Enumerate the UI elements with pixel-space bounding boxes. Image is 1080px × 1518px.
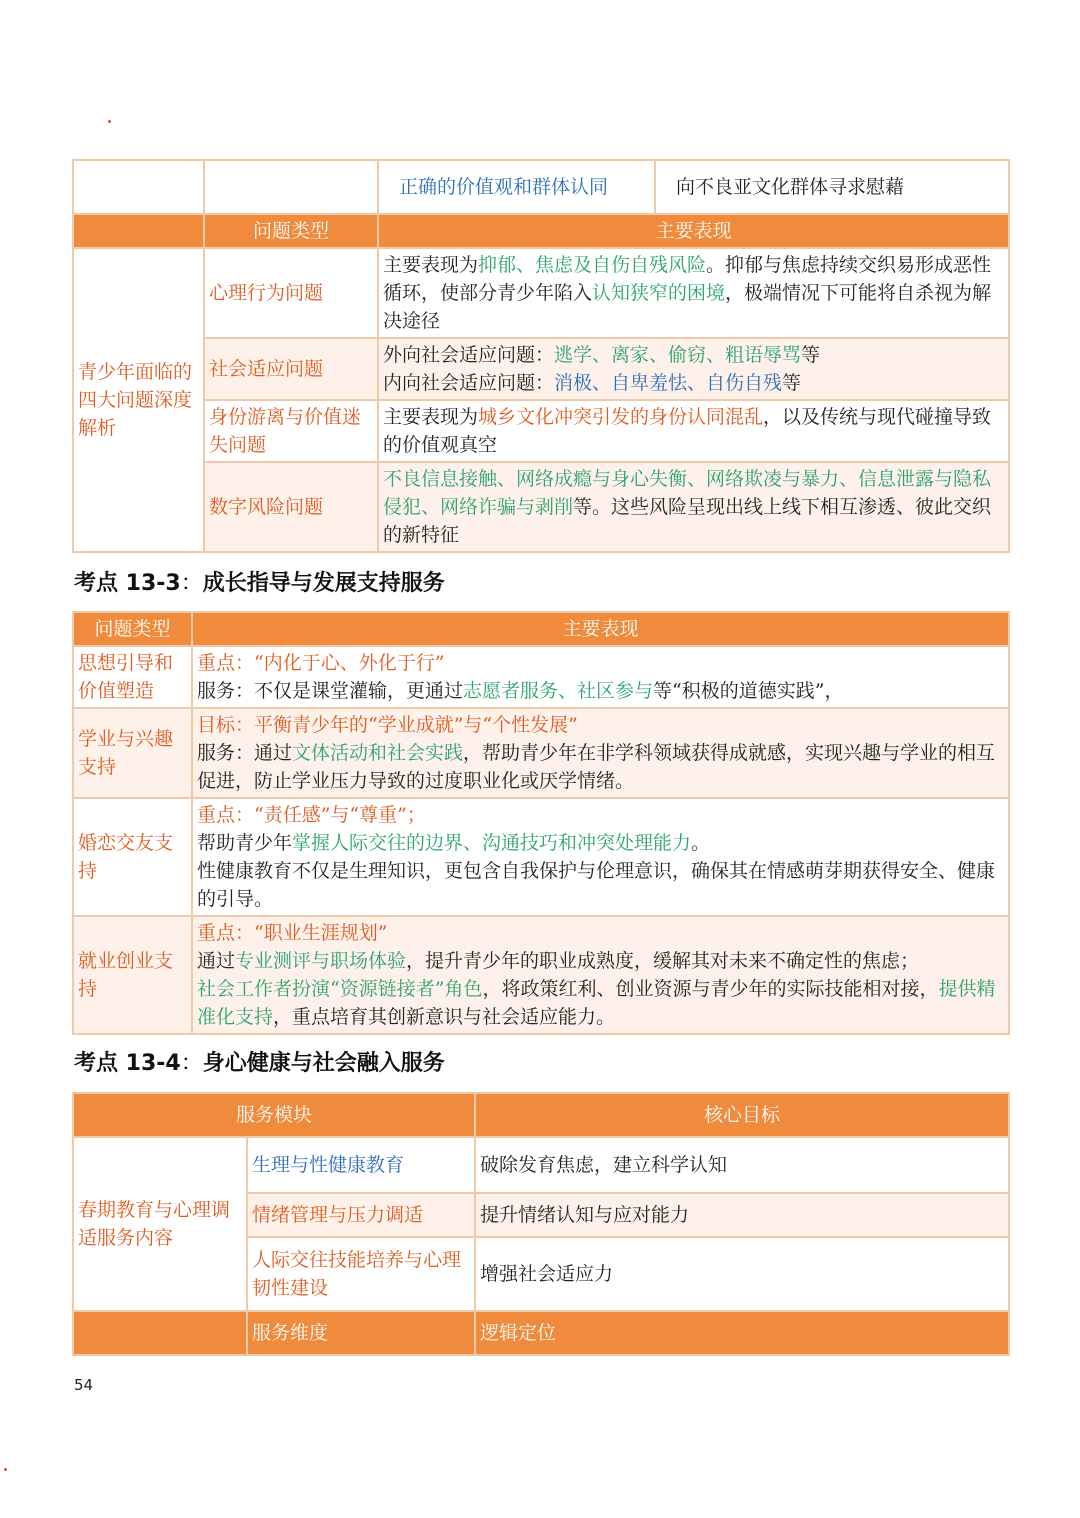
health-services-table [72, 1092, 1010, 1356]
row-line [197, 649, 1004, 677]
header-service-module: 服务模块 [73, 1093, 475, 1137]
text-segment: 等。这些风险呈现出线上线下相互渗透、彼此交织的新特征 [383, 496, 992, 546]
text-segment: 不良信息接触、网络成瘾与身心失衡、网络欺凌与暴力、信息泄露与隐私侵犯、网络诈骗与剥削 [383, 468, 992, 518]
table-cell [73, 214, 204, 248]
header-main-manifestation: 主要表现 [378, 214, 1009, 248]
row-type: 婚恋交友支持 [73, 798, 192, 916]
section-separator: ： [180, 1051, 203, 1076]
text-segment: 文体活动和社会实践 [292, 742, 464, 764]
goal-cell: 提升情绪认知与应对能力 [475, 1193, 1009, 1237]
footer-logic-positioning: 逻辑定位 [475, 1311, 1009, 1355]
row-line [197, 857, 1004, 913]
row-description [378, 338, 1009, 400]
text-segment: 重点：“责任感”与“尊重”； [197, 804, 426, 826]
row-description [192, 798, 1009, 916]
row-description [378, 248, 1009, 338]
text-segment: ，以及传统与现代碰撞导致的价值观真空 [383, 406, 992, 456]
section-title [74, 566, 445, 597]
text-segment: 。 [691, 832, 711, 854]
text-segment: 等 [782, 372, 802, 394]
text-segment: 目标：平衡青少年的“学业成就”与“个性发展” [197, 714, 578, 736]
module-cell: 生理与性健康教育 [247, 1137, 475, 1193]
row-type: 就业创业支持 [73, 916, 192, 1034]
category-cell: 春期教育与心理调适服务内容 [73, 1137, 247, 1311]
growth-guidance-table [72, 611, 1010, 1035]
text-segment: 主要表现为 [383, 254, 479, 276]
row-line [383, 369, 1004, 397]
row-description [378, 462, 1009, 552]
text-segment: 帮助青少年 [197, 832, 293, 854]
row-line [197, 829, 1004, 857]
text-segment: ，重点培育其创新意识与社会适应能力。 [273, 1006, 616, 1028]
header-problem-type: 问题类型 [73, 612, 192, 646]
footer-service-dimension: 服务维度 [247, 1311, 475, 1355]
row-type: 数字风险问题 [204, 462, 378, 552]
row-type: 学业与兴趣支持 [73, 708, 192, 798]
section-heading: 成长指导与发展支持服务 [202, 571, 445, 596]
goal-cell: 破除发育焦虑，建立科学认知 [475, 1137, 1009, 1193]
row-line [197, 801, 1004, 829]
table-cell [73, 1311, 247, 1355]
text-segment: 。抑郁与焦虑持续交织易形成恶性循环，使部分青少年陷入 [383, 254, 992, 304]
text-segment: 重点：“内化于心、外化于行” [197, 652, 445, 674]
text-segment: 等“积极的道德实践”， [653, 680, 844, 702]
text-segment: 志愿者服务、社区参与 [463, 680, 654, 702]
row-line [197, 677, 1004, 705]
row-type: 思想引导和价值塑造 [73, 646, 192, 708]
section-label: 考点 13-4 [74, 1051, 181, 1076]
problems-table [72, 159, 1010, 553]
text-segment: 专业测评与职场体验 [235, 950, 407, 972]
page-number: 54 [74, 1376, 94, 1394]
section-heading: 身心健康与社会融入服务 [202, 1051, 445, 1076]
decorative-dot [4, 1468, 7, 1471]
category-cell: 青少年面临的四大问题深度解析 [73, 248, 204, 552]
text-segment: ，帮助青少年在非学科领域获得成就感，实现兴趣与学业的相互促进，防止学业压力导致的过度职业化或厌学情绪。 [197, 742, 996, 792]
section-label: 考点 13-3 [74, 571, 181, 596]
text-segment: 提供精准化支持 [197, 978, 996, 1028]
text-segment: 重点：“职业生涯规划” [197, 922, 388, 944]
text-segment: 城乡文化冲突引发的身份认同混乱 [478, 406, 764, 428]
text-segment: 消极、自卑羞怯、自伤自残 [554, 372, 783, 394]
row-line [197, 739, 1004, 795]
top-cell-value-identity: 正确的价值观和群体认同 [378, 160, 655, 214]
header-core-goal: 核心目标 [475, 1093, 1009, 1137]
row-type: 身份游离与价值迷失问题 [204, 400, 378, 462]
table-cell [204, 160, 378, 214]
text-segment: ，极端情况下可能将自杀视为解决途径 [383, 282, 992, 332]
decorative-dot [108, 120, 111, 123]
text-segment: 抑郁、焦虑及自伤自残风险 [478, 254, 707, 276]
text-segment: 社会工作者扮演“资源链接者”角色 [197, 978, 483, 1000]
module-cell: 人际交往技能培养与心理韧性建设 [247, 1237, 475, 1311]
row-description [192, 646, 1009, 708]
row-line [197, 919, 1004, 947]
text-segment: 通过 [197, 950, 236, 972]
table-cell [73, 160, 204, 214]
row-line [383, 341, 1004, 369]
text-segment: 主要表现为 [383, 406, 479, 428]
row-line [197, 947, 1004, 975]
text-segment: ，提升青少年的职业成熟度，缓解其对未来不确定性的焦虑； [406, 950, 920, 972]
row-description [378, 400, 1009, 462]
text-segment: ，将政策红利、创业资源与青少年的实际技能相对接， [482, 978, 939, 1000]
text-segment: 掌握人际交往的边界、沟通技巧和冲突处理能力 [292, 832, 692, 854]
row-type: 社会适应问题 [204, 338, 378, 400]
goal-cell: 增强社会适应力 [475, 1237, 1009, 1311]
text-segment: 等 [801, 344, 821, 366]
row-line [197, 975, 1004, 1031]
text-segment: 内向社会适应问题： [383, 372, 555, 394]
top-cell-subculture: 向不良亚文化群体寻求慰藉 [655, 160, 1009, 214]
text-segment: 服务：通过 [197, 742, 293, 764]
text-segment: 服务：不仅是课堂灌输，更通过 [197, 680, 464, 702]
row-type: 心理行为问题 [204, 248, 378, 338]
row-description [192, 708, 1009, 798]
text-segment: 认知狭窄的困境 [592, 282, 726, 304]
module-cell: 情绪管理与压力调适 [247, 1193, 475, 1237]
text-segment: 逃学、离家、偷窃、粗语辱骂 [554, 344, 802, 366]
header-problem-type: 问题类型 [204, 214, 378, 248]
section-title [74, 1046, 445, 1077]
row-description [192, 916, 1009, 1034]
text-segment: 外向社会适应问题： [383, 344, 555, 366]
section-separator: ： [180, 571, 203, 596]
text-segment: 性健康教育不仅是生理知识，更包含自我保护与伦理意识，确保其在情感萌芽期获得安全、健康的引导。 [197, 860, 996, 910]
header-main-manifestation: 主要表现 [192, 612, 1009, 646]
row-line [197, 711, 1004, 739]
